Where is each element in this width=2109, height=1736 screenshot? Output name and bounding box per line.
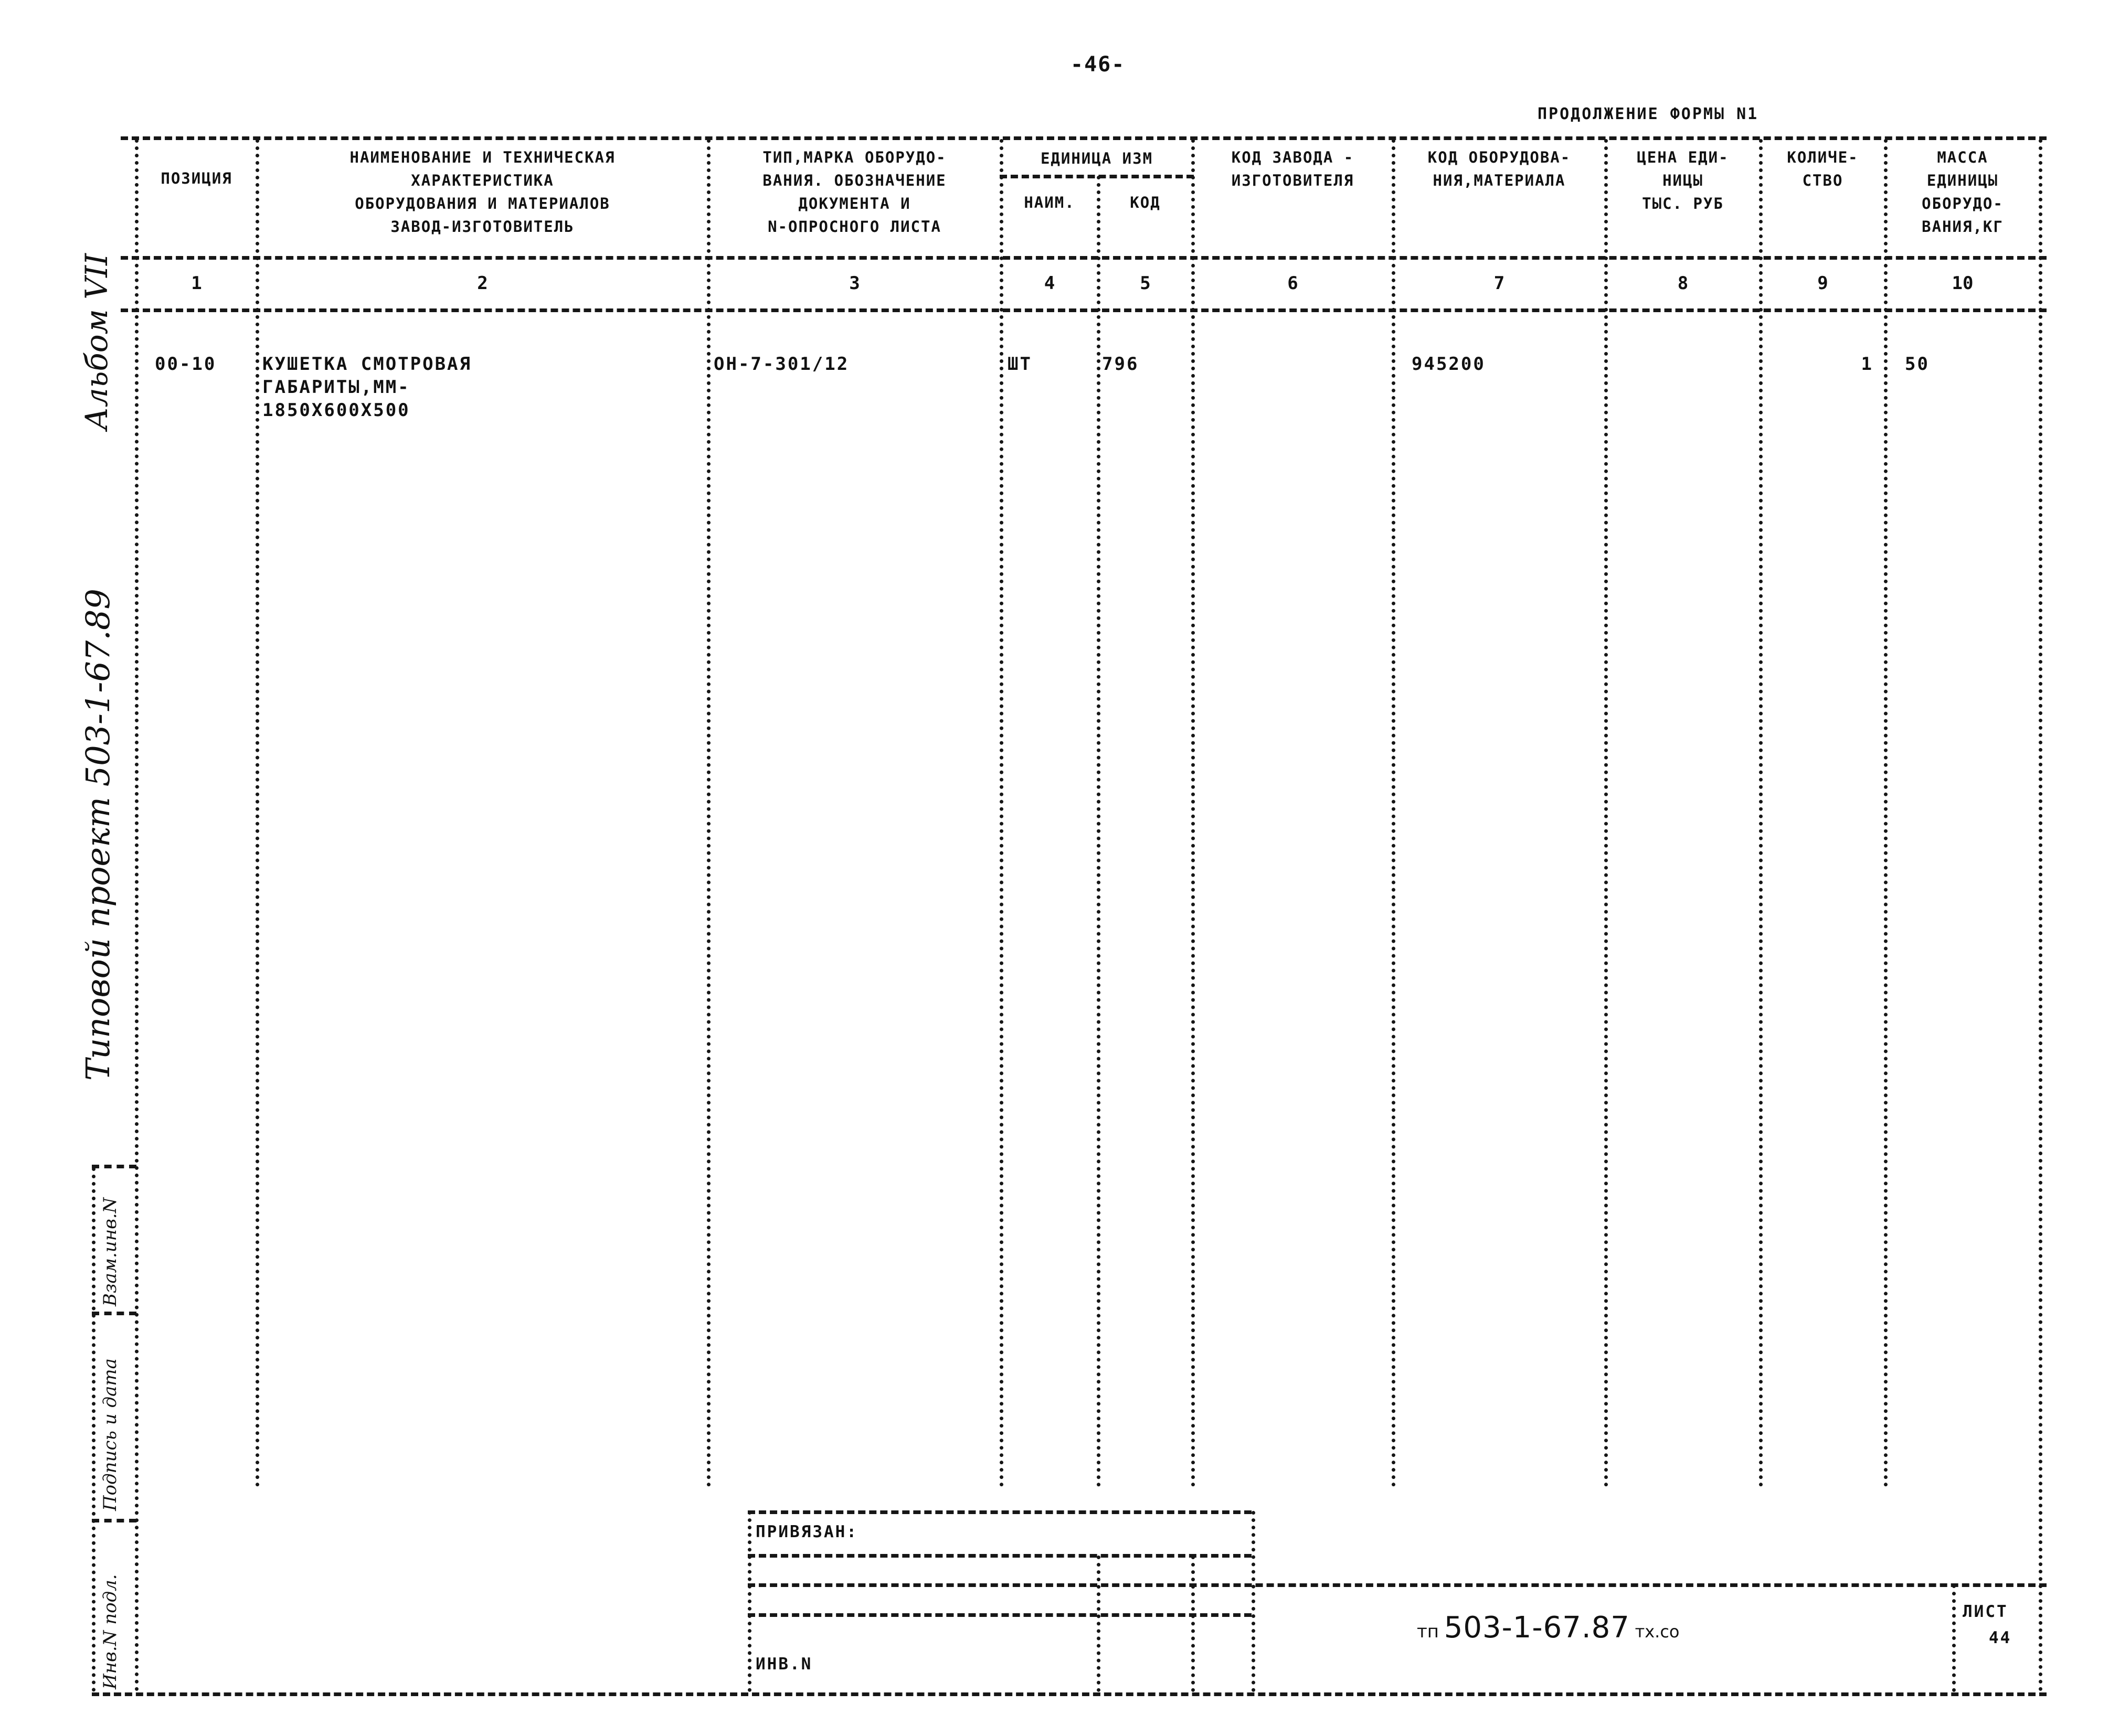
stamp-sheet-label: ЛИСТ — [1963, 1602, 2008, 1621]
header-quantity: КОЛИЧЕ- СТВО — [1787, 148, 1859, 189]
header-unit-code: КОД — [1130, 194, 1161, 211]
stamp-document-code — [1417, 1611, 1680, 1645]
margin-left-edge — [92, 1167, 96, 1692]
col-border-2 — [707, 139, 711, 1487]
col-border-1 — [256, 139, 259, 1487]
stamp-sheet-number: 44 — [1989, 1628, 2012, 1647]
col-number-3: 3 — [849, 273, 860, 294]
header-position: ПОЗИЦИЯ — [161, 169, 232, 187]
stamp-inv-label: ИНВ.N — [756, 1655, 813, 1674]
row-unit-name: ШТ — [1008, 354, 1032, 375]
col-border-3 — [1000, 139, 1003, 1487]
col-border-7 — [1604, 139, 1608, 1487]
header-unit-group: ЕДИНИЦА ИЗМ — [1040, 150, 1153, 167]
stamp-sheet-divider — [1952, 1584, 1956, 1692]
doc-prefix: тп — [1417, 1621, 1439, 1642]
page-bottom-rule — [92, 1692, 2047, 1696]
row-unit-code: 796 — [1102, 354, 1139, 375]
margin-album: Альбом VII — [79, 253, 114, 430]
margin-rule-2 — [92, 1165, 136, 1168]
header-unit-name: НАИМ. — [1024, 194, 1075, 211]
doc-number: 503-1-67.87 — [1444, 1611, 1630, 1645]
col-border-4 — [1097, 176, 1100, 1487]
stamp-rule-2 — [748, 1554, 1252, 1558]
margin-signature-date: Подпись и дата — [100, 1358, 121, 1511]
col-number-6: 6 — [1287, 273, 1298, 294]
col-number-4: 4 — [1044, 273, 1055, 294]
header-equipment-code: КОД ОБОРУДОВА- НИЯ,МАТЕРИАЛА — [1427, 148, 1571, 189]
stamp-divider-b — [1191, 1556, 1195, 1692]
row-equipment-code: 945200 — [1412, 354, 1486, 375]
page-number: -46- — [1071, 52, 1126, 77]
header-mass: МАССА ЕДИНИЦЫ ОБОРУДО- ВАНИЯ,КГ — [1922, 148, 2004, 236]
margin-rule-1 — [92, 1312, 136, 1315]
header-factory-code: КОД ЗАВОДА - ИЗГОТОВИТЕЛЯ — [1231, 148, 1354, 189]
numbers-bottom-rule — [121, 308, 2047, 312]
stamp-top-rule — [748, 1510, 1252, 1514]
header-price: ЦЕНА ЕДИ- НИЦЫ ТЫС. РУБ — [1637, 148, 1729, 212]
margin-project: Типовой проект 503-1-67.89 — [79, 589, 117, 1081]
stamp-rule-4 — [748, 1613, 1252, 1617]
row-quantity: 1 — [1861, 354, 1873, 375]
row-mass: 50 — [1905, 354, 1930, 375]
col-number-2: 2 — [477, 273, 488, 294]
col-border-9 — [1884, 139, 1888, 1487]
col-border-8 — [1759, 139, 1763, 1487]
col-number-9: 9 — [1817, 273, 1828, 294]
margin-rule-3 — [92, 1519, 136, 1522]
col-number-5: 5 — [1140, 273, 1151, 294]
row-type: ОН-7-301/12 — [714, 354, 850, 375]
row-name: КУШЕТКА СМОТРОВАЯ ГАБАРИТЫ,ММ- 1850Х600Х500 — [262, 354, 472, 421]
col-border-5 — [1191, 139, 1195, 1487]
table-top-rule — [121, 136, 2047, 140]
margin-replaced: Взам.инв.N — [100, 1197, 121, 1306]
stamp-rule-3 — [748, 1583, 2047, 1587]
stamp-divider-a — [1097, 1556, 1100, 1692]
header-name: НАИМЕНОВАНИЕ И ТЕХНИЧЕСКАЯ ХАРАКТЕРИСТИКА ОБОРУДОВАНИЯ И МАТЕРИАЛОВ ЗАВОД-ИЗГОТОВИТЕЛЬ — [349, 148, 616, 236]
col-border-0 — [135, 139, 139, 1692]
stamp-bound-label: ПРИВЯЗАН: — [756, 1522, 858, 1541]
doc-suffix: тх.со — [1635, 1622, 1680, 1642]
margin-inv-original: Инв.N подл. — [100, 1574, 121, 1689]
stamp-left-edge — [748, 1511, 751, 1692]
col-number-8: 8 — [1677, 273, 1689, 294]
header-type: ТИП,МАРКА ОБОРУДО- ВАНИЯ. ОБОЗНАЧЕНИЕ ДОКУМЕНТА И N-ОПРОСНОГО ЛИСТА — [762, 148, 947, 236]
header-bottom-rule — [121, 256, 2047, 260]
col-number-7: 7 — [1493, 273, 1505, 294]
col-border-10 — [2039, 139, 2042, 1692]
form-title: ПРОДОЛЖЕНИЕ ФОРМЫ N1 — [1538, 105, 1759, 123]
row-position: 00-10 — [155, 354, 217, 375]
col-number-1: 1 — [191, 273, 202, 294]
col-border-6 — [1392, 139, 1395, 1487]
stamp-right-edge — [1252, 1511, 1255, 1692]
col-number-10: 10 — [1952, 273, 1974, 294]
